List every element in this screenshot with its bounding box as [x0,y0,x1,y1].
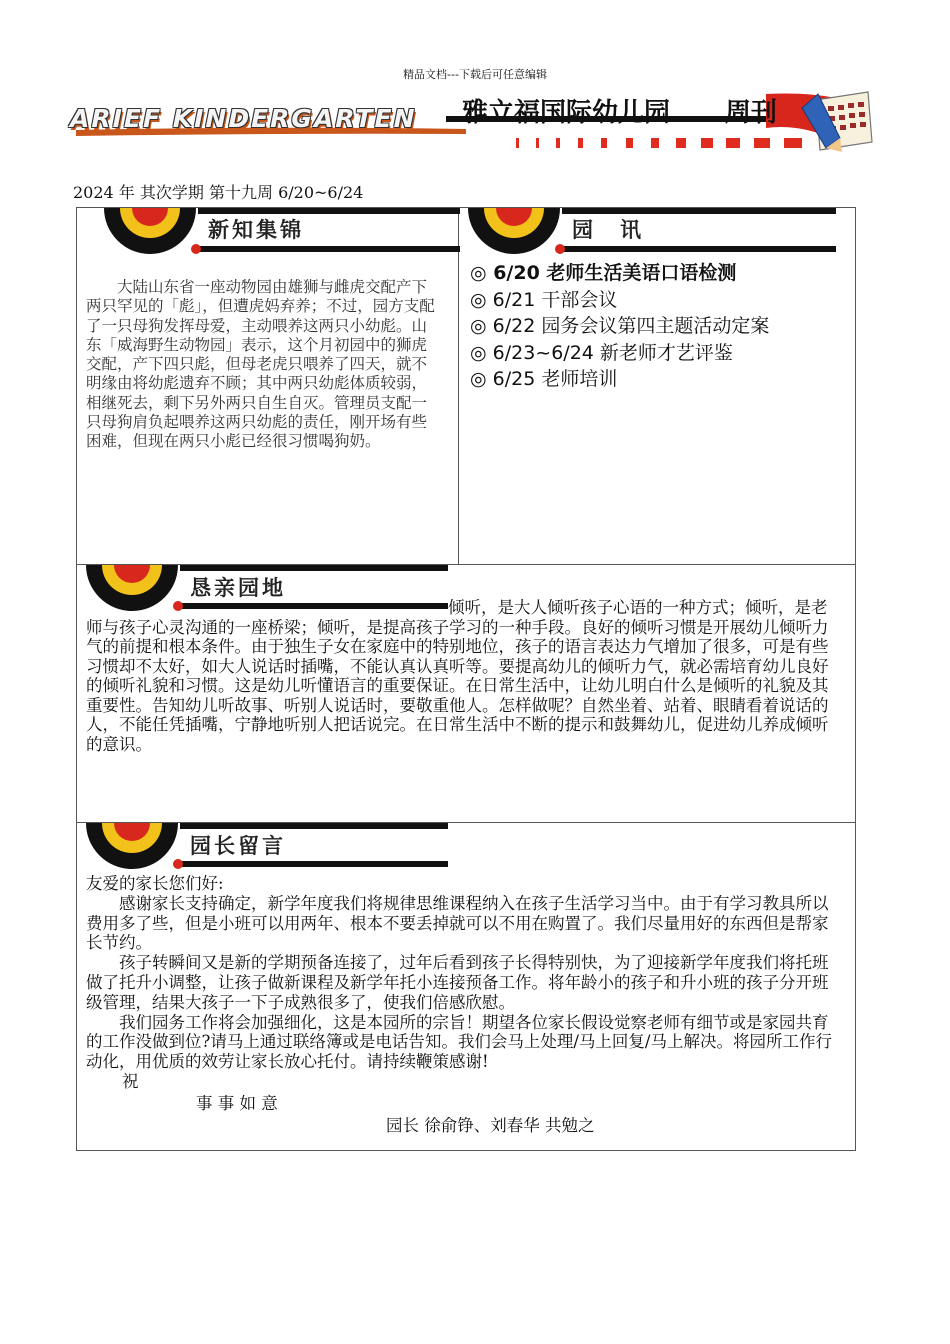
greeting: 友爱的家长您们好: [86,874,224,893]
weekly-label: 周刊 [725,98,778,128]
closing-wish: 祝 [122,1071,139,1091]
logo-english: ARIEF KINDERGARTEN [70,104,417,133]
bulletin-list [470,260,850,393]
bulletin-item: ◎ 6/21 干部会议 [470,288,618,311]
news-article-text: 大陆山东省一座动物园由雄狮与雌虎交配产下两只罕见的「彪」，但遭虎妈弃养；不过，园方支配了一只母狗发挥母爱，主动喂养这两只小幼彪。山东「威海野生动物园」表示，这个月初园中的狮虎交配，产下四只彪，但母老虎只喂养了四天，就不明缘由将幼彪遗弃不顾；其中两只幼彪体质较弱，相继死去，剩下另外两只自生自灭。管理员支配一只母狗肩负起喂养这两只幼彪的责任，刚开场有些困难，但现在两只小彪已经很习惯喝狗奶。 [86,278,435,451]
bulletin-item: ◎ 6/22 园务会议第四主题活动定案 [470,315,770,337]
parents-article-text: 倾听，是大人倾听孩子心语的一种方式；倾听，是老师与孩子心灵沟通的一座桥梁；倾听，是提高孩子学习的一种手段。良好的倾听习惯是开展幼儿倾听力气的前提和根本条件。由于独生子女在家庭中的特别地位，孩子的语言表达力气增加了很多，可是有些习惯却不太好，如大人说话时插嘴，不能认真认真听等。要提高幼儿的倾听力气，就必需培育幼儿良好的倾听礼貌和习惯。这是幼儿听懂语言的重要保证。在日常生活中，让幼儿明白什么是倾听的礼貌及其重要性。告知幼儿听故事、听别人说话时，要敬重他人。怎样做呢？自然坐着、站着、眼睛看着说话的人，不能任凭插嘴，宁静地听别人把话说完。在日常生活中不断的提示和鼓舞幼儿，促进幼儿养成倾听的意识。 [86,598,829,754]
director-message [86,874,838,1135]
closing-blessing: 事 事 如 意 [196,1093,278,1113]
signature: 园长 徐俞铮、刘春华 共勉之 [386,1115,595,1135]
section-title-news: 新知集锦 [208,218,304,242]
calendar-pencil-icon [800,86,874,158]
section-header-graphic [468,208,836,258]
message-paragraph: 孩子转瞬间又是新的学期预备连接了，过年后看到孩子长得特别快，为了迎接新学年度我们将托班做了托升小调整，让孩子做新课程及新学年托小连接预备工作。将年龄小的孩子和升小班的孩子分开班级管理，结果大孩子一下子成熟很多了，使我们倍感欣慰。 [86,953,829,1012]
message-paragraph: 我们园务工作将会加强细化，这是本园所的宗旨！期望各位家长假设觉察老师有细节或是家园共育的工作没做到位?请马上通过联络簿或是电话告知。我们会马上处理/马上回复/马上解决。将园所工作行动化，用优质的效劳让家长放心托付。请持续鞭策感谢! [86,1012,832,1072]
section-title-parents: 恳亲园地 [190,576,286,600]
message-paragraph: 感谢家长支持确定，新学年度我们将规律思维课程纳入在孩子生活学习当中。由于有学习教具所以费用多了些，但是小班可以用两年、根本不要丢掉就可以不用在购置了。我们尽量用好的东西但是帮家长节约。 [86,893,829,953]
bulletin-item: ◎ 6/25 老师培训 [470,368,618,390]
section-title-bulletin: 园 讯 [572,218,644,242]
logo-chinese: 雅立福国际幼儿园 [462,98,671,128]
section-title-director: 园长留言 [190,834,286,858]
top-note: 精品文档---下载后可任意编辑 [403,68,547,81]
issue-date-line: 2024 年 其次学期 第十九周 6/20~6/24 [73,183,364,202]
bulletin-item: ◎ 6/20 老师生活美语口语检测 [470,262,737,284]
column-divider [458,207,459,564]
bulletin-item: ◎ 6/23~6/24 新老师才艺评鉴 [470,341,733,364]
